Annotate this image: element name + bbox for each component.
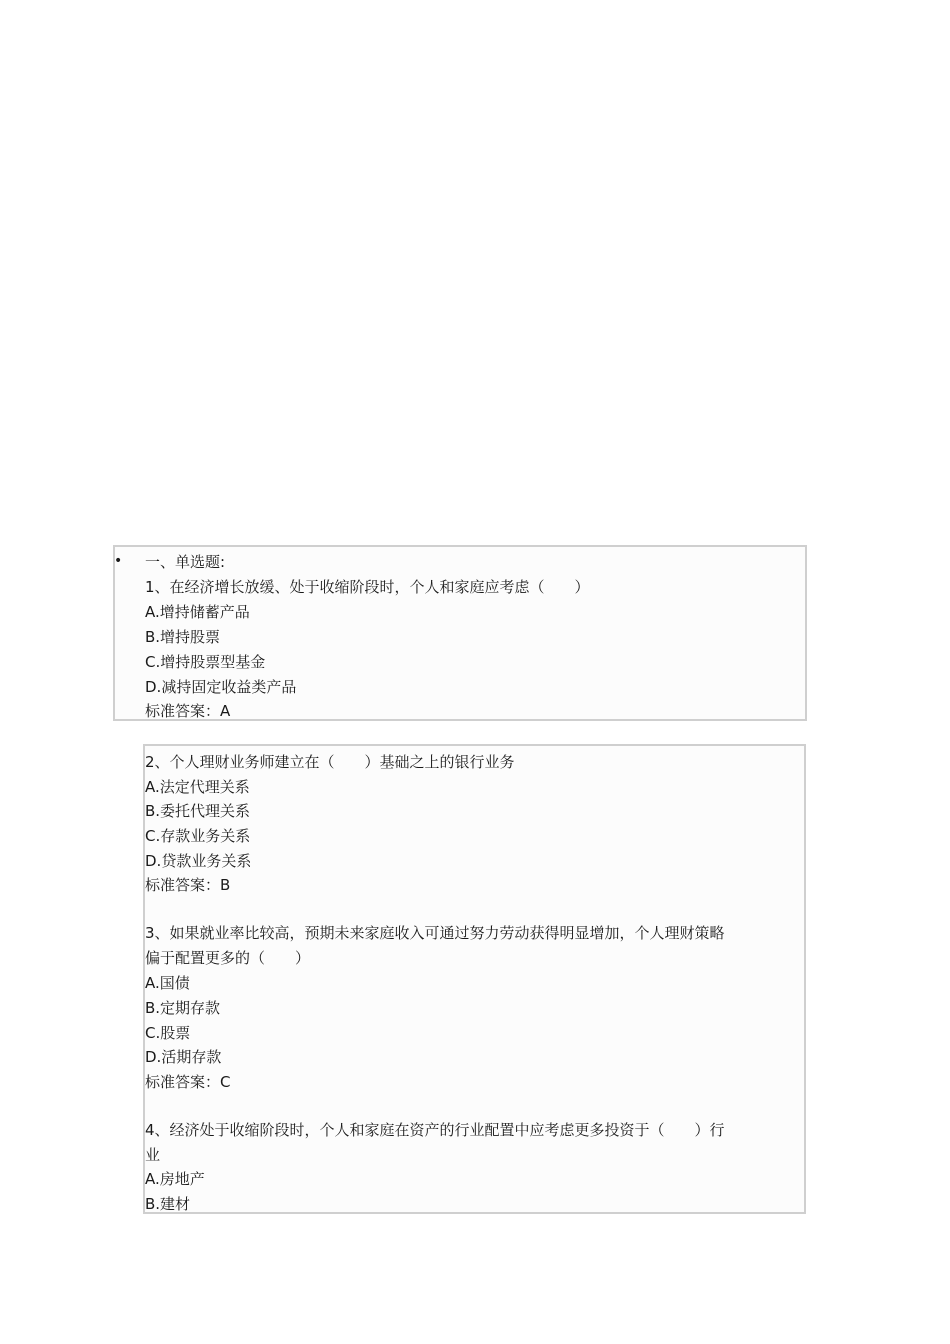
question-1-option-d[interactable]: D.减持固定收益类产品	[145, 678, 297, 696]
question-4-stem-line-1: 4、经济处于收缩阶段时，个人和家庭在资产的行业配置中应考虑更多投资于（ ）行	[145, 1121, 725, 1139]
question-3-stem-line-2: 偏于配置更多的（ ）	[145, 949, 311, 967]
question-2-option-c[interactable]: C.存款业务关系	[145, 827, 251, 845]
question-2-option-a[interactable]: A.法定代理关系	[145, 778, 250, 796]
question-3-option-b[interactable]: B.定期存款	[145, 999, 221, 1017]
question-2-stem: 2、个人理财业务师建立在（ ）基础之上的银行业务	[145, 753, 515, 771]
question-2-answer: 标准答案：B	[145, 876, 231, 894]
question-1-stem: 1、在经济增长放缓、处于收缩阶段时，个人和家庭应考虑（ ）	[145, 578, 590, 596]
question-3-option-c[interactable]: C.股票	[145, 1024, 191, 1042]
question-2-option-d[interactable]: D.贷款业务关系	[145, 852, 252, 870]
question-3-option-d[interactable]: D.活期存款	[145, 1048, 222, 1066]
question-4-stem-line-2: 业	[145, 1146, 161, 1164]
question-3-stem-line-1: 3、如果就业率比较高，预期未来家庭收入可通过努力劳动获得明显增加，个人理财策略	[145, 924, 725, 942]
question-1-answer: 标准答案：A	[145, 702, 231, 720]
question-2-option-b[interactable]: B.委托代理关系	[145, 802, 251, 820]
question-1-option-b[interactable]: B.增持股票	[145, 628, 221, 646]
question-3-answer: 标准答案：C	[145, 1073, 231, 1091]
list-bullet: •	[114, 553, 123, 569]
question-4-option-a[interactable]: A.房地产	[145, 1170, 205, 1188]
question-1-option-c[interactable]: C.增持股票型基金	[145, 653, 266, 671]
question-4-option-b[interactable]: B.建材	[145, 1195, 191, 1213]
question-1-option-a[interactable]: A.增持储蓄产品	[145, 603, 250, 621]
section-title: 一、单选题:	[145, 553, 226, 571]
question-3-option-a[interactable]: A.国债	[145, 974, 190, 992]
